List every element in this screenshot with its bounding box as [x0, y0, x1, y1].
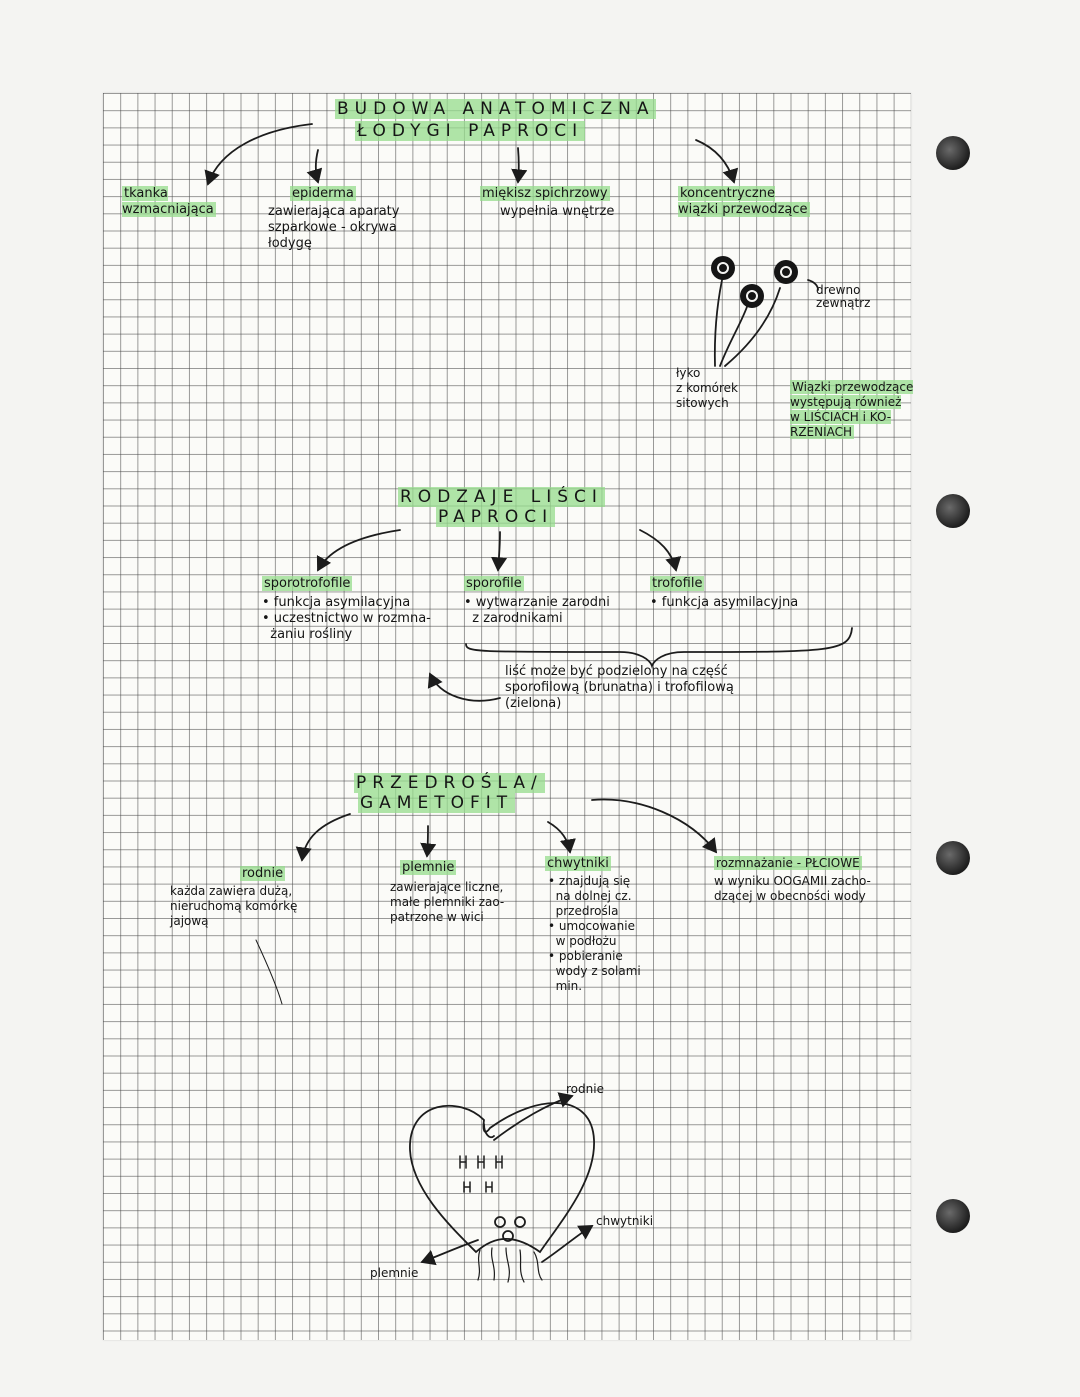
label-zewnatrz: zewnątrz: [816, 296, 871, 310]
section3-title-line1: PRZEDROŚLA/: [356, 773, 543, 793]
section1-note: Wiązki przewodzące występują również w LIŚCIACH i KO- RZENIACH: [790, 380, 914, 439]
section1-title-line1: BUDOWA ANATOMICZNA: [337, 99, 655, 119]
binder-hole-4: [936, 1199, 970, 1233]
binder-hole-2: [936, 494, 970, 528]
section3-title-line2: GAMETOFIT: [360, 793, 514, 813]
section1-node-tissue-title: tkanka wzmacniająca: [122, 186, 214, 217]
diagram-label-chwytniki: chwytniki: [596, 1214, 654, 1228]
section3-node-reproduction-text: w wyniku OOGAMII zacho- dzącej w obecności wody: [714, 874, 871, 903]
binder-hole-3: [936, 841, 970, 875]
section3-node-archegonia-title: rodnie: [242, 866, 284, 881]
section3-node-rhizoids-title: chwytniki: [547, 856, 609, 871]
section1-node-parenchyma-title: miękisz spichrzowy: [482, 186, 608, 201]
section1-title-line2: ŁODYGI PAPROCI: [357, 121, 584, 141]
diagram-label-plemnie: plemnie: [370, 1266, 419, 1280]
section2-node-trophophylls-title: trofofile: [652, 576, 703, 591]
section3-node-rhizoids-text: • znajdują się na dolnej cz. przedrośla • umocowanie w podłożu • pobieranie wody z solami min.: [548, 874, 641, 993]
section2-node-sporotrophophylls-title: sporotrofofile: [264, 576, 351, 591]
section3-node-reproduction-title: rozmnażanie - PŁCIOWE: [716, 856, 860, 870]
section2-node-sporotrophophylls-text: • funkcja asymilacyjna • uczestnictwo w rozmna- żaniu rośliny: [262, 595, 431, 642]
diagram-label-rodnie: rodnie: [566, 1082, 604, 1096]
section2-title-line2: PAPROCI: [438, 507, 554, 527]
label-lyko: łyko z komórek sitowych: [676, 366, 739, 410]
section2-node-trophophylls-text: • funkcja asymilacyjna: [650, 595, 799, 610]
section3-node-antheridia-text: zawierające liczne, małe plemniki zao- patrzone w wici: [390, 880, 505, 924]
binder-hole-1: [936, 136, 970, 170]
section1-node-epidermis-title: epiderma: [292, 186, 354, 201]
section3-node-antheridia-title: plemnie: [402, 860, 455, 875]
section1-node-bundles-title: koncentryczne wiązki przewodzące: [678, 186, 808, 217]
grid-paper-sheet: [103, 93, 914, 1340]
section1-node-parenchyma-text: wypełnia wnętrze: [500, 204, 615, 219]
section2-title-line1: RODZAJE LIŚCI: [400, 487, 603, 507]
label-drewno: drewno: [816, 283, 861, 297]
section2-node-sporophylls-title: sporofile: [466, 576, 522, 591]
section2-node-sporophylls-text: • wytwarzanie zarodni z zarodnikami: [464, 595, 610, 626]
section1-node-epidermis-text: zawierająca aparaty szparkowe - okrywa łodygę: [268, 204, 400, 251]
section2-note: liść może być podzielony na część sporofilową (brunatna) i trofofilową (zielona): [505, 664, 734, 711]
section3-node-archegonia-text: każda zawiera dużą, nieruchomą komórkę jajową: [170, 884, 298, 928]
